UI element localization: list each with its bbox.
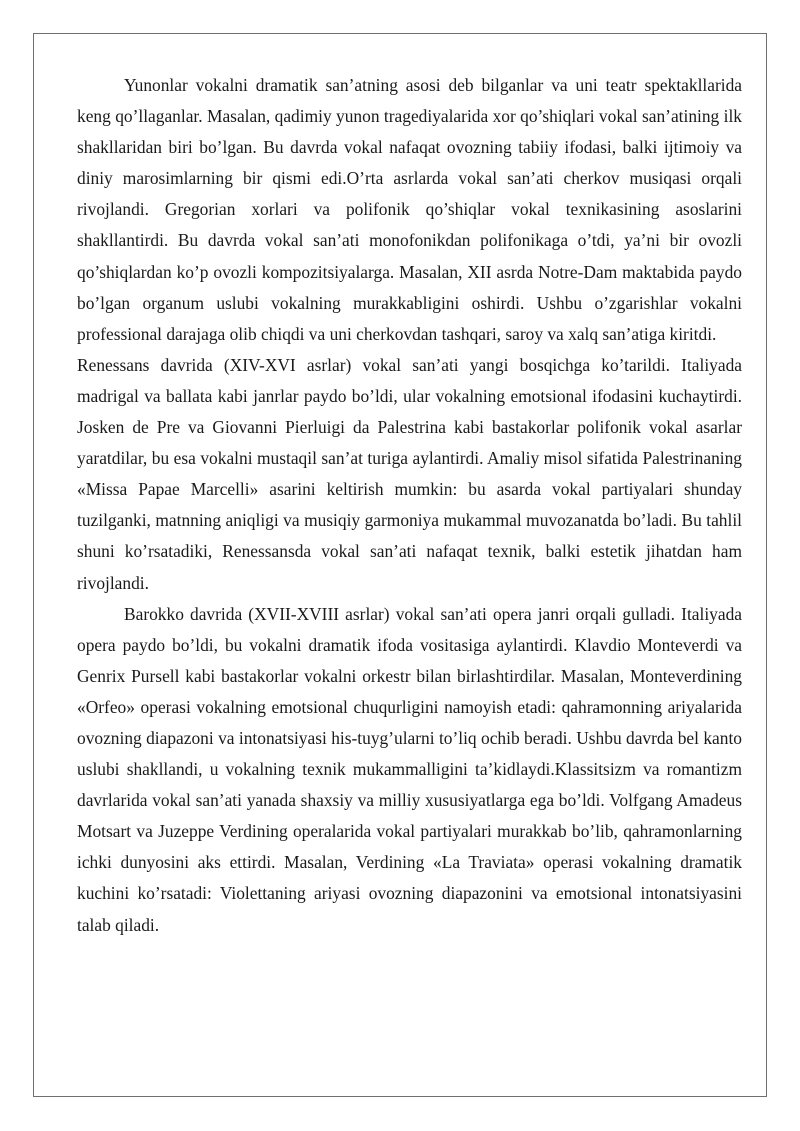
paragraph-3: Barokko davrida (XVII-XVIII asrlar) vokal san’ati opera janri orqali gulladi. Italiyada opera paydo bo’ldi, bu vokalni dramatik ifoda vositasiga aylantirdi. Klavdio Monteverdi va Genrix Pursell kabi bastakorlar vokalni orkestr bilan birlashtirdilar. Masalan, Monteverdining «Orfeo» operasi vokalning emotsional chuqurligini namoyish etadi: qahramonning ariyalarida ovozning diapazoni va intonatsiyasi his-tuyg’ularni to’liq ochib beradi. Ushbu davrda bel kanto uslubi shakllandi, u vokalning texnik mukammalligini ta’kidlaydi.Klassitsizm va romantizm davrlarida vokal san’ati yanada shaxsiy va milliy xususiyatlarga ega bo’ldi. Volfgang Amadeus Motsart va Juzeppe Verdining operalarida vokal partiyalari murakkab bo’lib, qahramonlarning ichki dunyosini aks ettirdi. Masalan, Verdining «La Traviata» operasi vokalning dramatik kuchini ko’rsatadi: Violettaning ariyasi ovozning diapazonini va emotsional intonatsiyasini talab qiladi. bbox=[77, 603, 742, 935]
paragraph-1: Yunonlar vokalni dramatik san’atning asosi deb bilganlar va uni teatr spektakllarida keng qo’llaganlar. Masalan, qadimiy yunon tragediyalarida xor qo’shiqlari vokal san’atining ilk shakllaridan biri bo’lgan. Bu davrda vokal nafaqat ovozning tabiiy ifodasi, balki ijtimoiy va diniy marosimlarning bir qismi edi.O’rta asrlarda vokal san’ati cherkov musiqasi orqali rivojlandi. Gregorian xorlari va polifonik qo’shiqlar vokal texnikasining asoslarini shakllantirdi. Bu davrda vokal san’ati monofonikdan polifonikaga o’tdi, ya’ni bir ovozli qo’shiqlardan ko’p ovozli kompozitsiyalarga. Masalan, XII asrda Notre-Dam maktabida paydo bo’lgan organum uslubi vokalning murakkabligini oshirdi. Ushbu o’zgarishlar vokalni professional darajaga olib chiqdi va uni cherkovdan tashqari, saroy va xalq san’atiga kiritdi. bbox=[77, 75, 742, 344]
paragraph-2: Renessans davrida (XIV-XVI asrlar) vokal san’ati yangi bosqichga ko’tarildi. Italiyada madrigal va ballata kabi janrlar paydo bo’ldi, ular vokalning emotsional ifodasini kuchaytirdi. Josken de Pre va Giovanni Pierluigi da Palestrina kabi bastakorlar polifonik vokal asarlar yaratdilar, bu esa vokalni mustaqil san’at turiga aylantirdi. Amaliy misol sifatida Palestrinaning «Missa Papae Marcelli» asarini keltirish mumkin: bu asarda vokal partiyalari shunday tuzilganki, matnning aniqligi va musiqiy garmoniya mukammal muvozanatda bo’ladi. Bu tahlil shuni ko’rsatadiki, Renessansda vokal san’ati nafaqat texnik, balki estetik jihatdan ham rivojlandi. bbox=[77, 354, 742, 593]
document-body bbox=[77, 70, 742, 941]
